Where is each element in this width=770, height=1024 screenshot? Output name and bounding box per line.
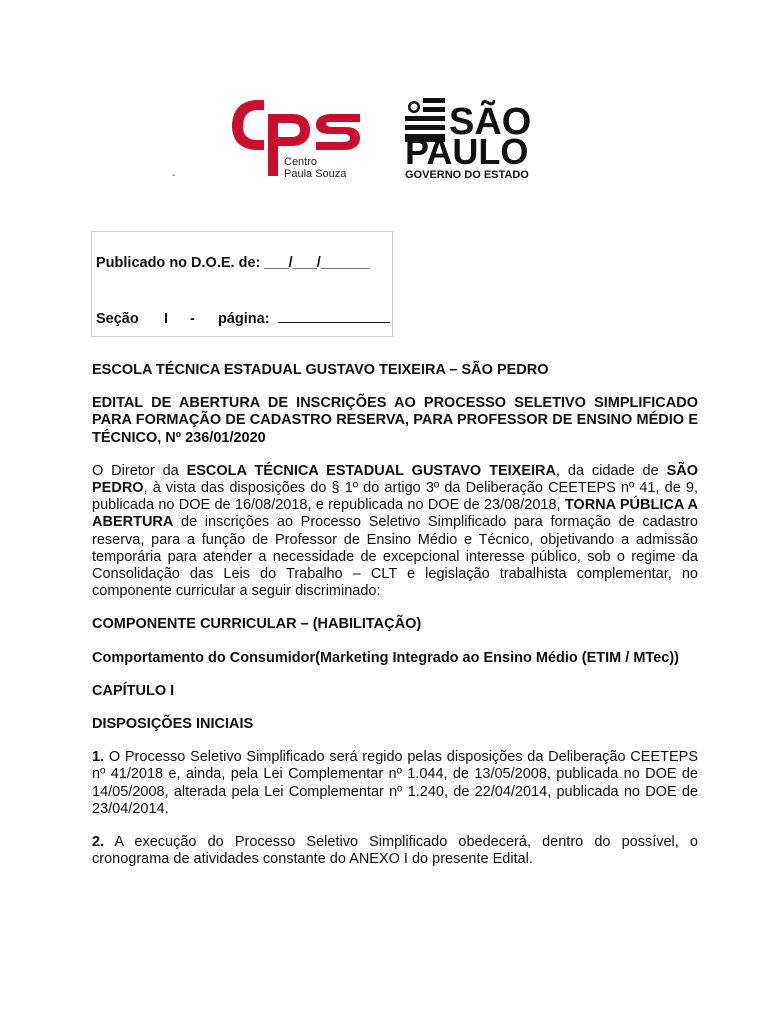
document-body bbox=[92, 362, 698, 868]
sp-text-line3: GOVERNO DO ESTADO bbox=[405, 169, 529, 180]
publication-box bbox=[91, 231, 393, 337]
publication-date-blank: ___/___/______ bbox=[264, 255, 370, 271]
secao-dash: - bbox=[190, 311, 195, 327]
componente-name: Comportamento do Consumidor(Marketing Integrado ao Ensino Médio (ETIM / MTec)) bbox=[92, 649, 679, 666]
pagina-label: página: bbox=[218, 311, 270, 327]
stray-mark: - bbox=[172, 170, 176, 181]
secao-label: Seção bbox=[96, 311, 139, 327]
pagina-blank bbox=[278, 308, 390, 323]
componente-heading: COMPONENTE CURRICULAR – (HABILITAÇÃO) bbox=[92, 616, 422, 633]
sp-text-line1: SÃO bbox=[449, 101, 532, 143]
sao-paulo-logo bbox=[403, 94, 553, 180]
chapter-title: DISPOSIÇÕES INICIAIS bbox=[92, 716, 254, 733]
item-2: 2. A execução do Processo Seletivo Simplificado obedecerá, dentro do possível, o cronograma de atividades constante do ANEXO I do presente Edital. bbox=[92, 834, 698, 868]
publication-date-label: Publicado no D.O.E. de: bbox=[96, 255, 261, 271]
publication-row-date bbox=[96, 255, 369, 271]
secao-number: I bbox=[164, 311, 169, 327]
item-1: 1. O Processo Seletivo Simplificado será regido pelas disposições da Deliberação CEETEPS nº 41/2018 e, ainda, pela Lei Complementar nº 1.044, de 13/05/2008, publicada no DOE de 14/05/2008, alterada pela Lei Complementar nº 1.240, de 22/04/2014, publicada no DOE de 23/04/2014. bbox=[92, 749, 698, 817]
cps-logo bbox=[228, 94, 368, 180]
edital-title: EDITAL DE ABERTURA DE INSCRIÇÕES AO PROCESSO SELETIVO SIMPLIFICADO PARA FORMAÇÃO DE CADASTRO RESERVA, PARA PROFESSOR DE ENSINO MÉDIO E TÉCNICO, Nº 236/01/2020 bbox=[92, 395, 698, 446]
publication-row-section bbox=[96, 308, 390, 327]
chapter-heading: CAPÍTULO I bbox=[92, 682, 175, 699]
sp-text-line2: PAULO bbox=[405, 131, 529, 172]
cps-text-line1: Centro bbox=[284, 156, 318, 168]
school-heading: ESCOLA TÉCNICA ESTADUAL GUSTAVO TEIXEIRA – SÃO PEDRO bbox=[92, 362, 549, 378]
header-logos bbox=[228, 90, 558, 185]
cps-text-line2: Paula Souza bbox=[284, 168, 347, 180]
intro-paragraph: O Diretor da ESCOLA TÉCNICA ESTADUAL GUSTAVO TEIXEIRA, da cidade de SÃO PEDRO, à vista das disposições do § 1º do artigo 3º da Deliberação CEETEPS nº 41, de 9, publicada no DOE de 16/08/2018, e republicada no DOE de 23/08/2018, TORNA PÚBLICA A ABERTURA de inscrições ao Processo Seletivo Simplificado para formação de cadastro reserva, para a função de Professor de Ensino Médio e Técnico, objetivando a admissão temporária para atender a necessidade de excepcional interesse público, sob o regime da Consolidação das Leis do Trabalho – CLT e legislação trabalhista complementar, no componente curricular a seguir discriminado: bbox=[92, 462, 698, 600]
